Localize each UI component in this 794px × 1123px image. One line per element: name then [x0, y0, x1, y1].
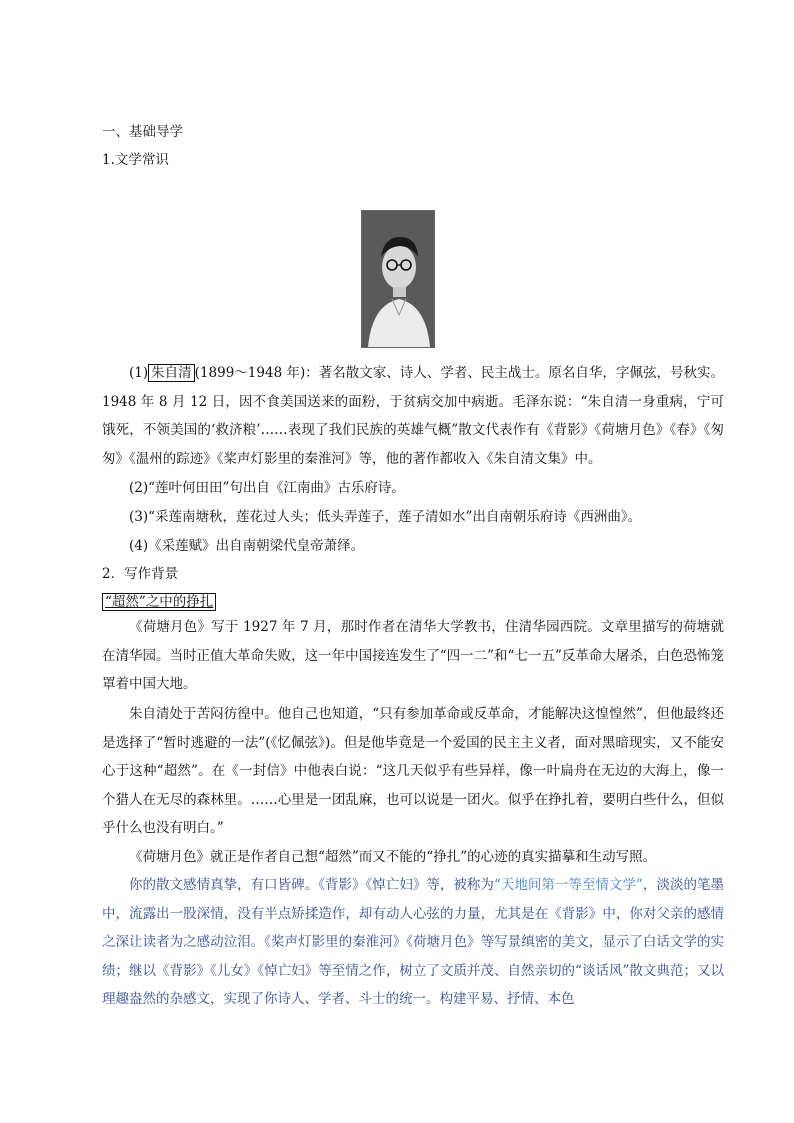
tribute-part-2: ，淡淡的笔墨中，流露出一股深情，没有半点矫揉造作，却有动人心弦的力量，尤其是在《背影》中，你对父亲的感情之深让读者为之感动泣泪。《桨声灯影里的秦淮河》《荷塘月色》等写景缜密的美文，显示了白话文学的实绩；继以《背影》《儿女》《悼亡妇》等至情之作，树立了文质并茂、自然亲切的“谈话风”散文典范；又以理趣盎然的杂感文，实现了你诗人、学者、斗士的统一。构建平易、抒情、本色: [102, 877, 725, 1007]
background-paragraph-3: 《荷塘月色》就正是作者自己想“超然”而又不能的“挣扎”的心迹的真实描摹和生动写照。: [129, 849, 657, 865]
literary-note-2: (2)“莲叶何田田”句出自《江南曲》古乐府诗。: [129, 480, 405, 496]
literary-note-3: (3)“采莲南塘秋，莲花过人头；低头弄莲子，莲子清如水”出自南朝乐府诗《西洲曲》。: [129, 509, 642, 525]
background-boxed-title: “超然”之中的挣扎: [102, 593, 216, 611]
literary-note-4: (4)《采莲赋》出自南朝梁代皇帝萧绎。: [129, 538, 365, 554]
section-heading: 一、基础导学: [102, 124, 183, 140]
tribute-paragraph: [102, 871, 724, 1014]
tribute-part-1: 你的散文感情真挚，有口皆碑。《背影》《悼亡妇》等，被称为: [129, 877, 494, 893]
subheading-writing-background: 2．写作背景: [102, 566, 179, 582]
literary-note-1: [102, 359, 724, 473]
background-paragraph-2: 朱自清处于苦闷彷徨中。他自己也知道，“只有参加革命或反革命，才能解决这惶惶然”，但他最终还是选择了“暂时逃避的一法”(《忆佩弦》)。但是他毕竟是一个爱国的民主主义者，面对黑暗现实，又不能安心于这种“超然”。在《一封信》中他表白说：“这几天似乎有些异样，像一叶扁舟在无边的大海上，像一个猎人在无尽的森林里。……心里是一团乱麻，也可以说是一团火。似乎在挣扎着，要明白些什么，但似乎什么也没有明白。”: [102, 706, 724, 836]
subheading-literary-knowledge: 1.文学常识: [102, 152, 169, 168]
tribute-highlight: “天地间第一等至情文学”: [493, 877, 643, 893]
note-1-prefix: (1): [129, 365, 149, 381]
author-name-boxed: 朱自清: [148, 364, 195, 382]
portrait-image: [362, 211, 434, 347]
background-paragraph-1: 《荷塘月色》写于 1927 年 7 月，那时作者在清华大学教书，住清华园西院。文章里描写的荷塘就在清华园。当时正值大革命失败，这一年中国接连发生了“四一二”和“七一五”反革命大屠杀，白色恐怖笼罩着中国大地。: [102, 619, 724, 692]
background-title-row: [102, 588, 722, 616]
note-1-body: (1899～1948 年)：著名散文家、诗人、学者、民主战士。原名自华，字佩弦，号秋实。1948 年 8 月 12 日，因不食美国送来的面粉，于贫病交加中病逝。毛泽东说：“朱自清一身重病，宁可饿死，不领美国的‘救济粮’……表现了我们民族的英雄气概”散文代表作有《背影》《荷塘月色》《春》《匆匆》《温州的踪迹》《桨声灯影里的秦淮河》等，他的著作都收入《朱自清文集》中。: [102, 365, 725, 467]
author-portrait: [361, 210, 435, 348]
